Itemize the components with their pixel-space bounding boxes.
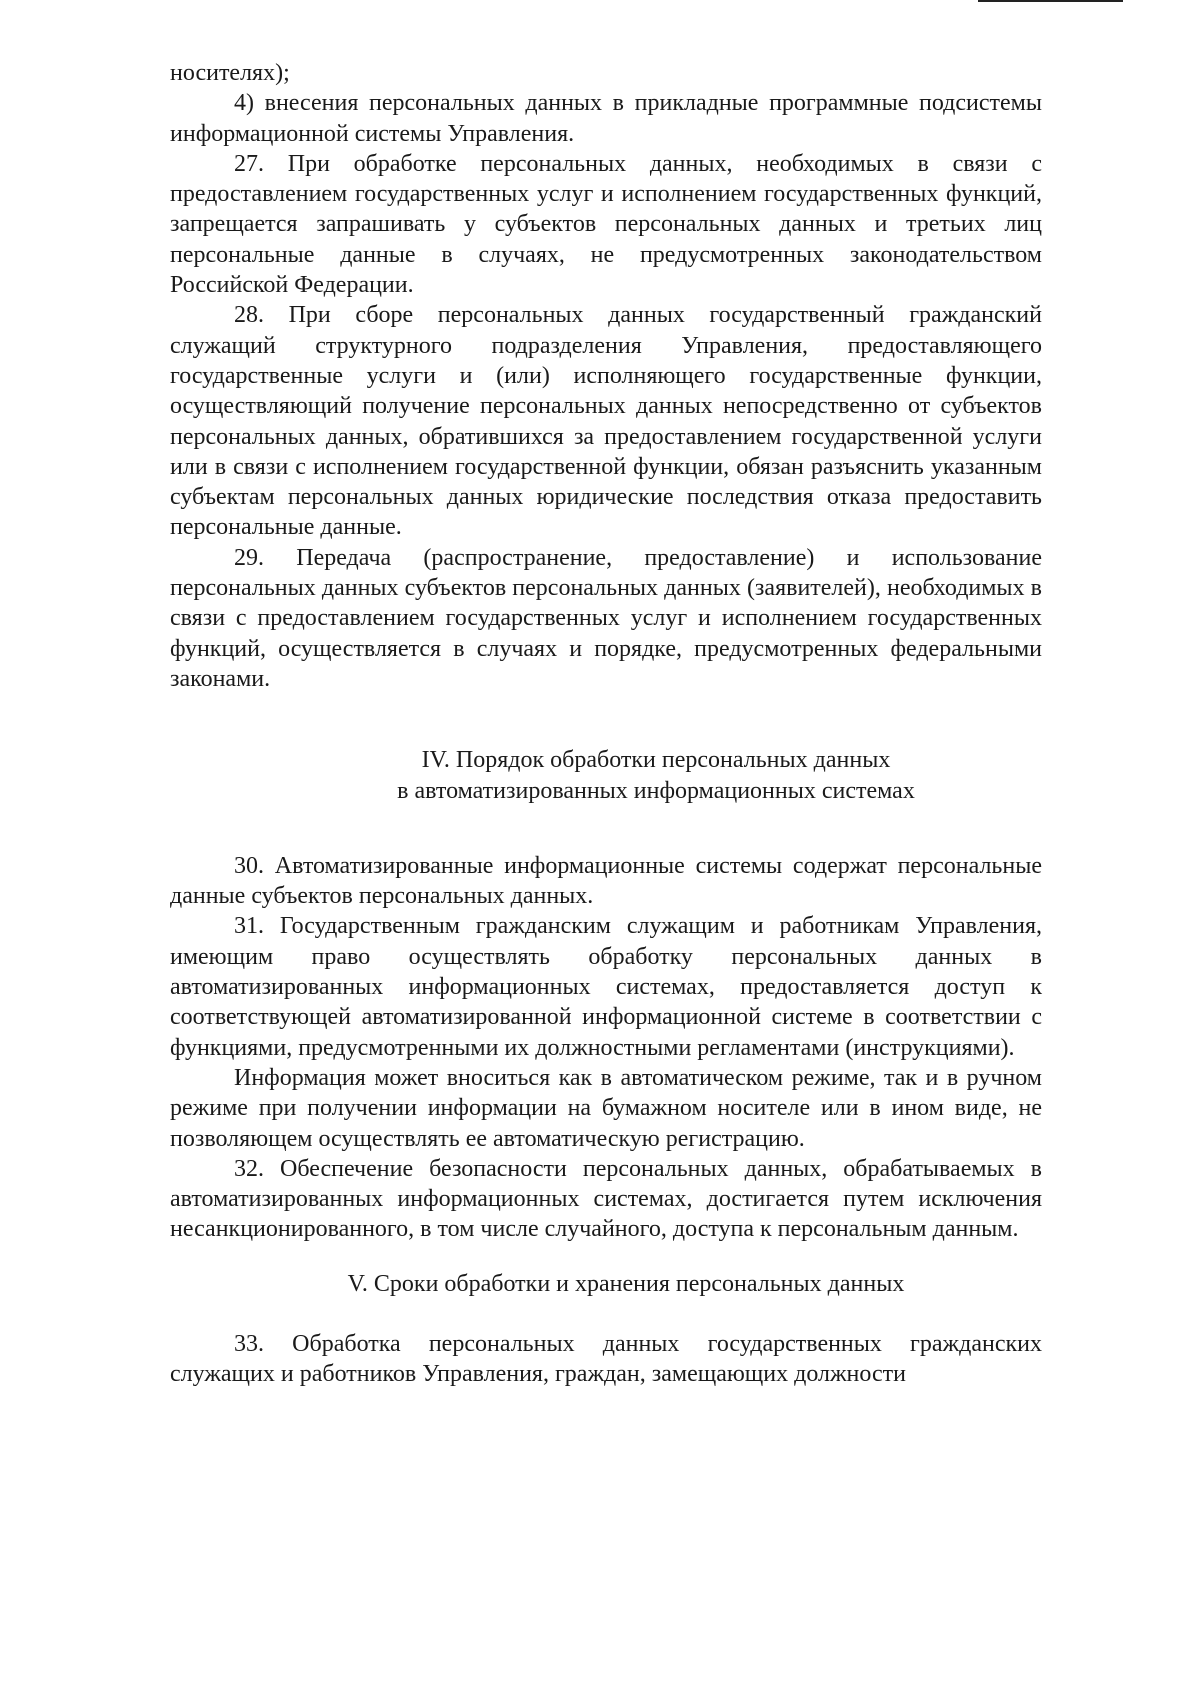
- paragraph-28: 28. При сборе персональных данных государственный гражданский служащий структурного подразделения Управления, предоставляющего государственные услуги и (или) исполняющего государственные функции, осуществляющий получение персональных данных непосредственно от субъектов персональных данных, обратившихся за предоставлением государственной услуги или в связи с исполнением государственной функции, обязан разъяснить указанным субъектам персональных данных юридические последствия отказа предоставить персональные данные.: [170, 302, 1042, 541]
- paragraph-27: 27. При обработке персональных данных, необходимых в связи с предоставлением государственных услуг и исполнением государственных функций, запрещается запрашивать у субъектов персональных данных и третьих лиц персональные данные в случаях, не предусмотренных законодательством Российской Федерации.: [170, 150, 1042, 299]
- paragraph-continuation: носителях);: [170, 60, 290, 86]
- section-4-heading-line-2: в автоматизированных информационных системах: [397, 777, 915, 804]
- paragraph-29: 29. Передача (распространение, предоставление) и использование персональных данных субъектов персональных данных (заявителей), необходимых в связи с предоставлением государственных услуг и исполнением государственных функций, осуществляется в случаях и порядке, предусмотренных федеральными законами.: [170, 544, 1042, 692]
- paragraph-30: 30. Автоматизированные информационные системы содержат персональные данные субъектов персональных данных.: [170, 852, 1042, 910]
- section-4-heading: [170, 745, 1042, 806]
- document-page: [170, 58, 1042, 1390]
- paragraph-31-info: Информация может вноситься как в автоматическом режиме, так и в ручном режиме при получении информации на бумажном носителе или в ином виде, не позволяющем осуществлять ее автоматическую регистрацию.: [170, 1064, 1042, 1152]
- paragraph-32: 32. Обеспечение безопасности персональных данных, обрабатываемых в автоматизированных информационных системах, достигается путем исключения несанкционированного, в том числе случайного, доступа к персональным данным.: [170, 1155, 1042, 1243]
- section-4-heading-line-1: IV. Порядок обработки персональных данных: [421, 747, 891, 774]
- paragraph-31: 31. Государственным гражданским служащим и работникам Управления, имеющим право осуществлять обработку персональных данных в автоматизированных информационных системах, предоставляется доступ к соответствующей автоматизированной информационной системе в соответствии с функциями, предусмотренными их должностными регламентами (инструкциями).: [170, 913, 1042, 1061]
- page-edge-line: [978, 0, 1123, 2]
- paragraph-33: 33. Обработка персональных данных государственных гражданских служащих и работников Управления, граждан, замещающих должности: [170, 1330, 1042, 1388]
- section-5-heading-line: V. Сроки обработки и хранения персональных данных: [347, 1270, 905, 1297]
- section-5-heading: [170, 1269, 1042, 1299]
- paragraph-item-4: 4) внесения персональных данных в прикладные программные подсистемы информационной системы Управления.: [170, 90, 1042, 147]
